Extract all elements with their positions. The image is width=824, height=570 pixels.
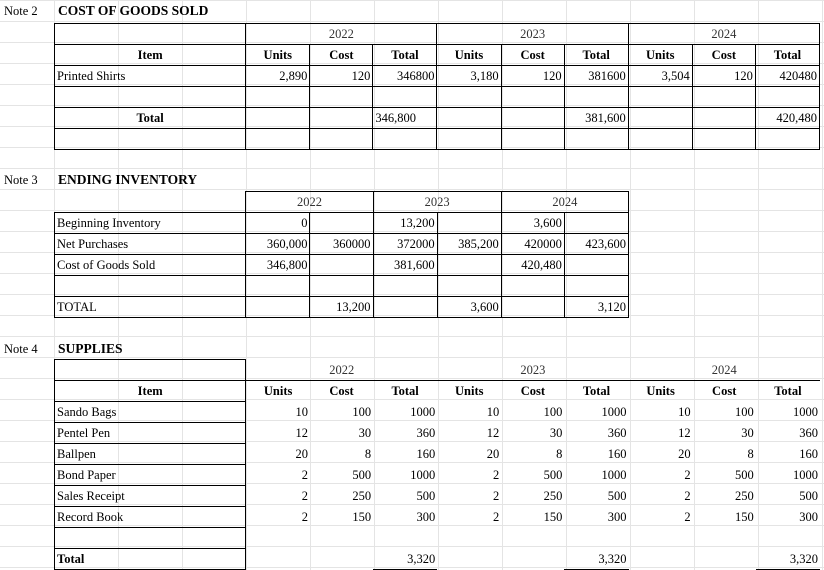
cogs-year-2024: 2024 <box>628 24 819 45</box>
inventory-row-label: Beginning Inventory <box>55 213 246 234</box>
supplies-units-cell: 20 <box>678 447 691 461</box>
cogs-header-units: Units <box>246 45 310 66</box>
inventory-value: 360000 <box>310 234 373 255</box>
cogs-year-2022: 2022 <box>246 24 437 45</box>
supplies-item-cell: Pentel Pen <box>55 423 246 444</box>
ending-inventory-title: ENDING INVENTORY <box>58 172 198 187</box>
inventory-value: 385,200 <box>437 234 501 255</box>
supplies-cost-cell: 250 <box>352 489 372 503</box>
inventory-year-2024: 2024 <box>501 192 628 213</box>
cogs-header-units: Units <box>437 45 501 66</box>
supplies-cost-cell: 8 <box>556 447 563 461</box>
supplies-units-cell: 2 <box>301 468 308 482</box>
supplies-total-cell: 160 <box>607 447 627 461</box>
supplies-units-cell: 2 <box>301 510 308 524</box>
supplies-total-cell: 360 <box>799 426 818 440</box>
supplies-units-cell: 12 <box>295 426 308 440</box>
supplies-row <box>55 507 821 528</box>
cogs-header-total: Total <box>373 45 437 66</box>
cogs-total-cell: 420480 <box>755 66 819 87</box>
supplies-total-cell: 300 <box>416 510 436 524</box>
inventory-value <box>564 213 628 234</box>
inventory-row-label: Net Purchases <box>55 234 246 255</box>
supplies-header-total: Total <box>774 384 802 399</box>
inventory-value <box>437 255 501 276</box>
supplies-total-cell: 500 <box>799 489 818 503</box>
inventory-total-label: TOTAL <box>55 297 246 318</box>
supplies-row <box>55 444 821 465</box>
supplies-total-2024: 3,320 <box>756 549 820 570</box>
supplies-total-cell: 160 <box>799 447 818 461</box>
inventory-year-2023: 2023 <box>373 192 501 213</box>
supplies-table <box>54 359 820 570</box>
cogs-item-cell: Printed Shirts <box>55 66 246 87</box>
inventory-row <box>55 213 629 234</box>
supplies-cost-cell: 150 <box>735 510 754 524</box>
inventory-value: 372000 <box>373 234 437 255</box>
inventory-value: 0 <box>246 213 310 234</box>
supplies-units-cell: 20 <box>486 447 500 461</box>
note-4-label: Note 4 <box>4 342 38 356</box>
inventory-year-row <box>55 192 629 213</box>
inventory-empty-row <box>55 276 629 297</box>
inventory-value: 3,600 <box>501 213 564 234</box>
supplies-total-cell: 1000 <box>601 405 627 419</box>
supplies-units-cell: 10 <box>678 405 691 419</box>
cogs-header-cost: Cost <box>692 45 755 66</box>
supplies-units-cell: 10 <box>486 405 500 419</box>
supplies-cost-cell: 250 <box>735 489 754 503</box>
supplies-total-cell: 500 <box>416 489 436 503</box>
supplies-cost-cell: 500 <box>352 468 372 482</box>
supplies-units-cell: 12 <box>678 426 691 440</box>
supplies-units-cell: 2 <box>493 489 500 503</box>
cogs-empty-row <box>55 87 820 108</box>
cogs-units-cell: 2,890 <box>246 66 310 87</box>
inventory-row <box>55 255 629 276</box>
inventory-value: 13,200 <box>373 213 437 234</box>
cogs-header-cost: Cost <box>310 45 373 66</box>
inventory-value <box>310 213 373 234</box>
cogs-total-2022: 346,800 <box>373 108 437 129</box>
supplies-title: SUPPLIES <box>58 341 123 356</box>
supplies-total-cell: 300 <box>799 510 818 524</box>
supplies-total-label: Total <box>55 549 246 570</box>
inventory-value <box>310 255 373 276</box>
inventory-value: 346,800 <box>246 255 310 276</box>
note-2-label: Note 2 <box>4 4 38 18</box>
inventory-value <box>437 213 501 234</box>
inventory-year-2022: 2022 <box>246 192 373 213</box>
supplies-cost-cell: 100 <box>543 405 563 419</box>
cogs-header-units: Units <box>628 45 692 66</box>
supplies-item-cell: Ballpen <box>55 444 246 465</box>
supplies-header-row <box>55 381 821 402</box>
supplies-cost-cell: 150 <box>543 510 563 524</box>
supplies-cost-cell: 100 <box>735 405 754 419</box>
supplies-total-cell: 1000 <box>793 405 818 419</box>
supplies-total-cell: 160 <box>416 447 436 461</box>
inventory-total-row <box>55 297 629 318</box>
supplies-row <box>55 465 821 486</box>
cogs-units-cell: 3,504 <box>628 66 692 87</box>
inventory-total-2022: 13,200 <box>310 297 373 318</box>
supplies-total-row <box>55 549 821 570</box>
supplies-cost-cell: 8 <box>364 447 372 461</box>
inventory-row-label: Cost of Goods Sold <box>55 255 246 276</box>
supplies-total-cell: 500 <box>607 489 627 503</box>
cogs-total-cell: 346800 <box>373 66 437 87</box>
supplies-header-cost: Cost <box>712 384 737 399</box>
supplies-units-cell: 2 <box>493 510 500 524</box>
supplies-item-cell: Record Book <box>55 507 246 528</box>
cogs-cost-cell: 120 <box>501 66 564 87</box>
cogs-cost-cell: 120 <box>692 66 755 87</box>
supplies-header-item: Item <box>55 381 246 402</box>
supplies-cost-cell: 8 <box>747 447 754 461</box>
supplies-cost-cell: 30 <box>549 426 563 440</box>
supplies-cost-cell: 250 <box>543 489 563 503</box>
inventory-value: 360,000 <box>246 234 310 255</box>
inventory-value: 420000 <box>501 234 564 255</box>
supplies-year-row <box>55 360 821 381</box>
supplies-total-cell: 1000 <box>601 468 627 482</box>
cogs-header-total: Total <box>564 45 628 66</box>
supplies-units-cell: 2 <box>493 468 500 482</box>
inventory-value <box>564 255 628 276</box>
supplies-total-cell: 1000 <box>793 468 818 482</box>
cogs-units-cell: 3,180 <box>437 66 501 87</box>
note-3-label: Note 3 <box>4 173 38 187</box>
supplies-cost-cell: 500 <box>543 468 563 482</box>
cogs-total-2023: 381,600 <box>564 108 628 129</box>
cogs-cost-cell: 120 <box>310 66 373 87</box>
cogs-total-cell: 381600 <box>564 66 628 87</box>
cogs-year-2023: 2023 <box>437 24 628 45</box>
inventory-total-2024: 3,120 <box>564 297 628 318</box>
cogs-total-label: Total <box>55 108 246 129</box>
cogs-table <box>54 23 820 150</box>
inventory-value: 381,600 <box>373 255 437 276</box>
supplies-cost-cell: 100 <box>352 405 372 419</box>
supplies-cost-cell: 30 <box>741 426 754 440</box>
supplies-header-units: Units <box>263 384 293 399</box>
ending-inventory-table <box>54 191 629 318</box>
supplies-units-cell: 12 <box>486 426 500 440</box>
supplies-row <box>55 423 821 444</box>
supplies-empty-row <box>55 528 821 549</box>
supplies-year-2023: 2023 <box>437 360 628 381</box>
supplies-year-2024: 2024 <box>629 360 820 381</box>
supplies-item-cell: Sando Bags <box>55 402 246 423</box>
supplies-header-total: Total <box>582 384 611 399</box>
inventory-row <box>55 234 629 255</box>
supplies-year-2022: 2022 <box>246 360 437 381</box>
inventory-total-2023: 3,600 <box>437 297 501 318</box>
supplies-total-2022: 3,320 <box>373 549 437 570</box>
cogs-empty-row <box>55 129 820 150</box>
supplies-total-cell: 360 <box>416 426 436 440</box>
supplies-cost-cell: 500 <box>735 468 754 482</box>
supplies-units-cell: 2 <box>684 489 691 503</box>
supplies-item-cell: Sales Receipt <box>55 486 246 507</box>
supplies-units-cell: 2 <box>684 468 691 482</box>
supplies-total-cell: 300 <box>607 510 627 524</box>
cogs-title: COST OF GOODS SOLD <box>58 3 209 18</box>
supplies-header-cost: Cost <box>520 384 545 399</box>
supplies-header-total: Total <box>391 384 419 399</box>
inventory-value: 420,480 <box>501 255 564 276</box>
supplies-units-cell: 10 <box>295 405 308 419</box>
supplies-total-cell: 1000 <box>410 405 436 419</box>
supplies-total-2023: 3,320 <box>564 549 628 570</box>
supplies-cost-cell: 30 <box>358 426 372 440</box>
inventory-value: 423,600 <box>564 234 628 255</box>
cogs-data-row <box>55 66 820 87</box>
supplies-units-cell: 20 <box>295 447 308 461</box>
supplies-header-cost: Cost <box>329 384 354 399</box>
cogs-header-item: Item <box>55 45 246 66</box>
cogs-header-row <box>55 45 820 66</box>
supplies-header-units: Units <box>646 384 675 399</box>
supplies-units-cell: 2 <box>684 510 691 524</box>
supplies-total-cell: 360 <box>607 426 627 440</box>
cogs-total-row <box>55 108 820 129</box>
cogs-total-2024: 420,480 <box>755 108 819 129</box>
supplies-cost-cell: 150 <box>352 510 372 524</box>
cogs-header-cost: Cost <box>501 45 564 66</box>
supplies-units-cell: 2 <box>301 489 308 503</box>
supplies-row <box>55 486 821 507</box>
supplies-row <box>55 402 821 423</box>
supplies-total-cell: 1000 <box>410 468 436 482</box>
cogs-header-total: Total <box>755 45 819 66</box>
supplies-item-cell: Bond Paper <box>55 465 246 486</box>
supplies-header-units: Units <box>455 384 484 399</box>
cogs-year-row <box>55 24 820 45</box>
